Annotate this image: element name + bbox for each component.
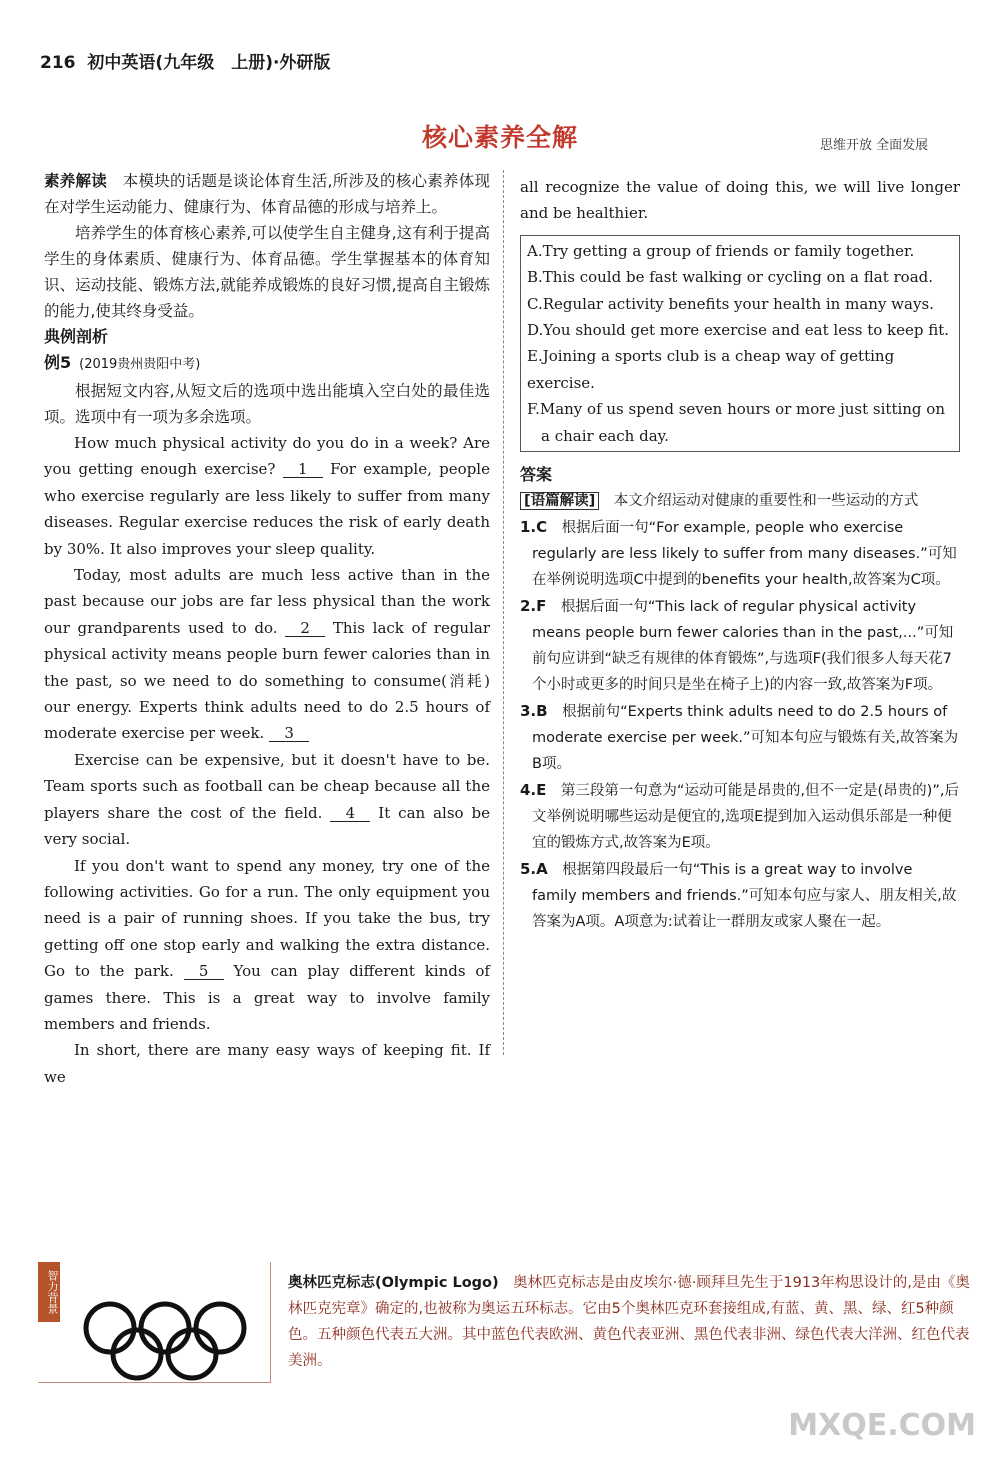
answer-explanation: 根据第四段最后一句“This is a great way to involve family members and friends.”可知本句应与家人、朋友相关,故答案为A项。A项意为:试着让一群朋友或家人聚在一起。 — [532, 862, 957, 931]
answer-heading: 答案 — [520, 465, 553, 485]
section-title: 核心素养全解 — [421, 123, 578, 152]
answer-item-4 — [520, 777, 960, 856]
answer-number: 3.B — [520, 702, 548, 721]
option-d[interactable]: D.You should get more exercise and eat less to keep fit. — [527, 321, 950, 340]
section-motto: 思维开放 全面发展 — [820, 138, 929, 153]
answer-number: 1.C — [520, 518, 548, 537]
options-box — [520, 235, 960, 452]
passage-text: How much physical activity do you do in a week? Are you getting enough exercise? — [44, 434, 490, 479]
passage-paragraph-2 — [44, 562, 490, 747]
option-c[interactable]: C.Regular activity benefits your health in many ways. — [527, 294, 934, 313]
column-divider — [503, 170, 504, 1055]
ring-green — [168, 1330, 216, 1378]
answer-explanation: 根据前句“Experts think adults need to do 2.5 hours of moderate exercise per week.”可知本句应与锻炼有关,故答案为B项。 — [532, 704, 959, 773]
blank-4[interactable]: 4 — [330, 805, 370, 822]
answer-number: 5.A — [520, 860, 548, 879]
answer-list — [520, 514, 960, 935]
answer-number: 2.F — [520, 597, 547, 616]
analysis-tag: [语篇解读] — [520, 492, 599, 510]
knowledge-box — [38, 1262, 968, 1402]
intro-label: 素养解读 — [44, 172, 108, 190]
logo-description — [288, 1270, 978, 1374]
passage-text: This lack of regular physical activity means people burn fewer calories than in the past, so we need to do something to consume(消耗) our energy. Experts think adults need to do 2.5 hours of moderate exercise per week. — [44, 618, 490, 743]
analysis-text: 本文介绍运动对健康的重要性和一些运动的方式 — [613, 493, 919, 510]
example-source: (2019贵州贵阳中考) — [79, 357, 201, 372]
blank-5[interactable]: 5 — [184, 963, 224, 980]
intro-paragraph-1 — [44, 168, 490, 220]
option-e[interactable]: E.Joining a sports club is a cheap way of getting exercise. — [527, 347, 895, 392]
instruction: 根据短文内容,从短文后的选项中选出能填入空白处的最佳选项。选项中有一项为多余选项。 — [44, 382, 490, 426]
answer-item-5 — [520, 856, 960, 935]
watermark: MXQE.COM — [788, 1408, 976, 1443]
answer-number: 4.E — [520, 781, 547, 800]
logo-text: 奥林匹克标志是由皮埃尔·德·顾拜旦先生于1913年构思设计的,是由《奥林匹克宪章》确定的,也被称为奥运五环标志。它由5个奥林匹克环套接组成,有蓝、黄、黑、绿、红5种颜色。五种颜色代表五大洲。其中蓝色代表欧洲、黄色代表亚洲、黑色代表非洲、绿色代表大洋洲、红色代表美洲。 — [288, 1275, 970, 1369]
intro-paragraph-2: 培养学生的体育核心素养,可以使学生自主健身,这有利于提高学生的身体素质、健康行为、体育品德。学生掌握基本的体育知识、运动技能、锻炼方法,就能养成锻炼的良好习惯,提高自主锻炼的能力,使其终身受益。 — [44, 224, 490, 320]
ring-red — [196, 1304, 244, 1352]
option-f[interactable]: F.Many of us spend seven hours or more just sitting on a chair each day. — [527, 400, 945, 445]
passage-text: It can also be very social. — [44, 803, 490, 849]
answer-explanation: 根据后面一句“For example, people who exercise regularly are less likely to suffer from many diseases.”可知在举例说明选项C中提到的benefits your health,故答案为C项。 — [532, 520, 957, 589]
passage-paragraph-1 — [44, 430, 490, 562]
ring-black — [141, 1304, 189, 1352]
page-header — [40, 48, 330, 73]
passage-continuation: all recognize the value of doing this, we will live longer and be healthier. — [520, 178, 960, 223]
example-title — [44, 350, 490, 378]
analysis — [520, 488, 960, 514]
passage-paragraph-5: In short, there are many easy ways of keeping fit. If we — [44, 1041, 490, 1086]
intro-text-1: 本模块的话题是谈论体育生活,所涉及的核心素养体现在对学生运动能力、健康行为、体育品德的形成与培养上。 — [44, 172, 490, 216]
passage-text: For example, people who exercise regularly are less likely to suffer from many diseases. Regular exercise reduces the risk of early death by 30%. It also improves your sleep quality. — [44, 460, 490, 558]
example-heading: 典例剖析 — [44, 327, 109, 346]
answer-item-3 — [520, 698, 960, 777]
logo-title: 奥林匹克标志(Olympic Logo) — [288, 1275, 499, 1291]
example-label: 例5 — [44, 353, 72, 372]
passage-text: You can play different kinds of games there. This is a great way to involve family members and friends. — [44, 962, 490, 1033]
passage-paragraph-3 — [44, 747, 490, 853]
passage-text: Exercise can be expensive, but it doesn't have to be. Team sports such as football can be cheap because all the players share the cost of the field. — [44, 750, 490, 822]
page-number: 216 — [40, 53, 76, 73]
ring-blue — [86, 1304, 134, 1352]
passage-text: Today, most adults are much less active than in the past because our jobs are far less physical than the work our grandparents used to do. — [44, 566, 490, 637]
answer-item-2 — [520, 593, 960, 698]
answer-explanation: 第三段第一句意为“运动可能是昂贵的,但不一定是(昂贵的)”,后文举例说明哪些运动是便宜的,选项E提到加入运动俱乐部是一种便宜的锻炼方式,故答案为E项。 — [532, 783, 959, 852]
passage-paragraph-4 — [44, 853, 490, 1038]
passage-text: If you don't want to spend any money, try one of the following activities. Go for a run. The only equipment you need is a pair of running shoes. If you take the bus, try getting off one stop early and walking the extra distance. Go to the park. — [44, 856, 490, 981]
option-b[interactable]: B.This could be fast walking or cycling on a flat road. — [527, 268, 934, 287]
book-title: 初中英语(九年级 上册)·外研版 — [87, 53, 331, 73]
blank-2[interactable]: 2 — [285, 620, 325, 637]
answer-item-1 — [520, 514, 960, 593]
ring-yellow — [113, 1330, 161, 1378]
right-column — [520, 174, 960, 935]
blank-1[interactable]: 1 — [283, 461, 323, 478]
olympic-rings-icon — [80, 1292, 250, 1392]
option-a[interactable]: A.Try getting a group of friends or family together. — [527, 241, 915, 260]
left-column — [44, 168, 490, 1090]
blank-3[interactable]: 3 — [269, 725, 309, 742]
side-tab: 智力背景 — [38, 1262, 60, 1322]
answer-explanation: 根据后面一句“This lack of regular physical activity means people burn fewer calories than in the past,...”可知前句应讲到“缺乏有规律的体育锻炼”,与选项F(我们很多人每天花7个小时或更多的时间只是坐在椅子上)的内容一致,故答案为F项。 — [532, 599, 954, 694]
